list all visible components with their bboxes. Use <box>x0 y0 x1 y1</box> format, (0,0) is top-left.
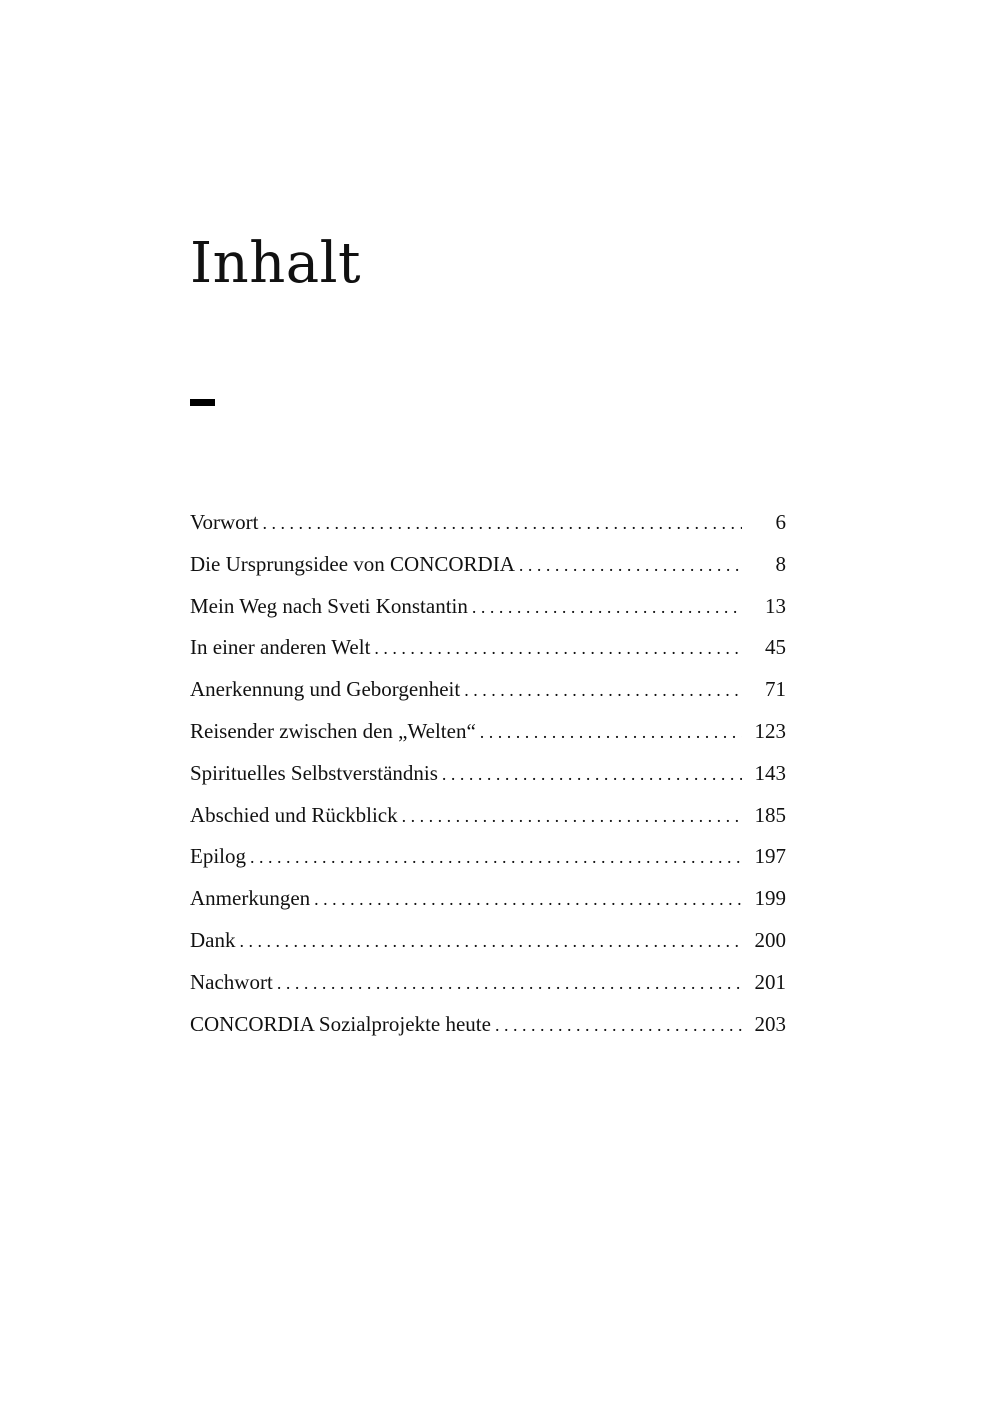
toc-dot-leader <box>277 973 742 994</box>
toc-entry-label: Reisender zwischen den „Welten“ <box>190 718 476 743</box>
toc-entry-label: Nachwort <box>190 969 273 994</box>
toc-entry-page: 6 <box>775 510 786 534</box>
toc-entry-label: Dank <box>190 927 236 952</box>
toc-dot-leader <box>472 597 742 618</box>
toc-dot-leader <box>519 555 742 576</box>
toc-dot-leader <box>464 680 742 701</box>
toc-entry-label: Vorwort <box>190 510 259 534</box>
toc-dot-leader <box>374 638 742 659</box>
toc-entry-label: Anmerkungen <box>190 886 311 911</box>
toc-entry[interactable] <box>190 1012 786 1054</box>
toc-dot-leader <box>495 1015 742 1036</box>
toc-entry[interactable] <box>190 844 786 886</box>
toc-entry[interactable] <box>190 928 786 970</box>
toc-entry[interactable] <box>190 635 786 677</box>
toc-entry[interactable] <box>190 510 786 552</box>
toc-entry-page: 203 <box>754 1011 786 1036</box>
toc-dot-leader <box>262 513 742 534</box>
toc-entry[interactable] <box>190 761 786 803</box>
toc-entry-page: 143 <box>754 760 786 785</box>
page-title: Inhalt <box>190 231 362 296</box>
toc-entry-label: CONCORDIA Sozialprojekte heute <box>190 1011 491 1036</box>
toc-entry[interactable] <box>190 803 786 845</box>
toc-entry-page: 185 <box>754 802 786 827</box>
toc-dot-leader <box>314 889 742 910</box>
toc-entry-page: 71 <box>765 677 786 702</box>
toc-entry[interactable] <box>190 677 786 719</box>
toc-entry-label: Epilog <box>190 844 246 869</box>
toc-entry[interactable] <box>190 970 786 1012</box>
toc-entry-page: 13 <box>765 593 786 618</box>
title-dash-decoration <box>190 399 215 406</box>
toc-entry-page: 197 <box>754 844 786 869</box>
toc-entry-page: 8 <box>775 551 786 576</box>
toc-entry-page: 200 <box>754 927 786 952</box>
toc-entry-page: 201 <box>754 969 786 994</box>
toc-entry-page: 45 <box>765 635 786 660</box>
toc-entry-label: Spirituelles Selbstverständnis <box>190 760 438 785</box>
toc-entry-label: Anerkennung und Geborgenheit <box>190 677 461 702</box>
toc-entry[interactable] <box>190 552 786 594</box>
toc-entry-page: 123 <box>754 718 786 743</box>
toc-entry[interactable] <box>190 719 786 761</box>
toc-dot-leader <box>402 806 742 827</box>
toc-dot-leader <box>250 847 742 868</box>
toc-dot-leader <box>480 722 742 743</box>
toc-dot-leader <box>442 764 742 785</box>
toc-dot-leader <box>240 931 743 952</box>
toc-entry[interactable] <box>190 594 786 636</box>
toc-entry[interactable] <box>190 886 786 928</box>
toc-entry-label: Die Ursprungsidee von CONCORDIA <box>190 551 515 576</box>
toc-entry-label: Abschied und Rückblick <box>190 802 398 827</box>
toc-entry-page: 199 <box>754 886 786 911</box>
toc-entry-label: In einer anderen Welt <box>190 635 371 660</box>
toc-entry-label: Mein Weg nach Sveti Konstantin <box>190 593 468 618</box>
table-of-contents <box>190 510 786 1053</box>
